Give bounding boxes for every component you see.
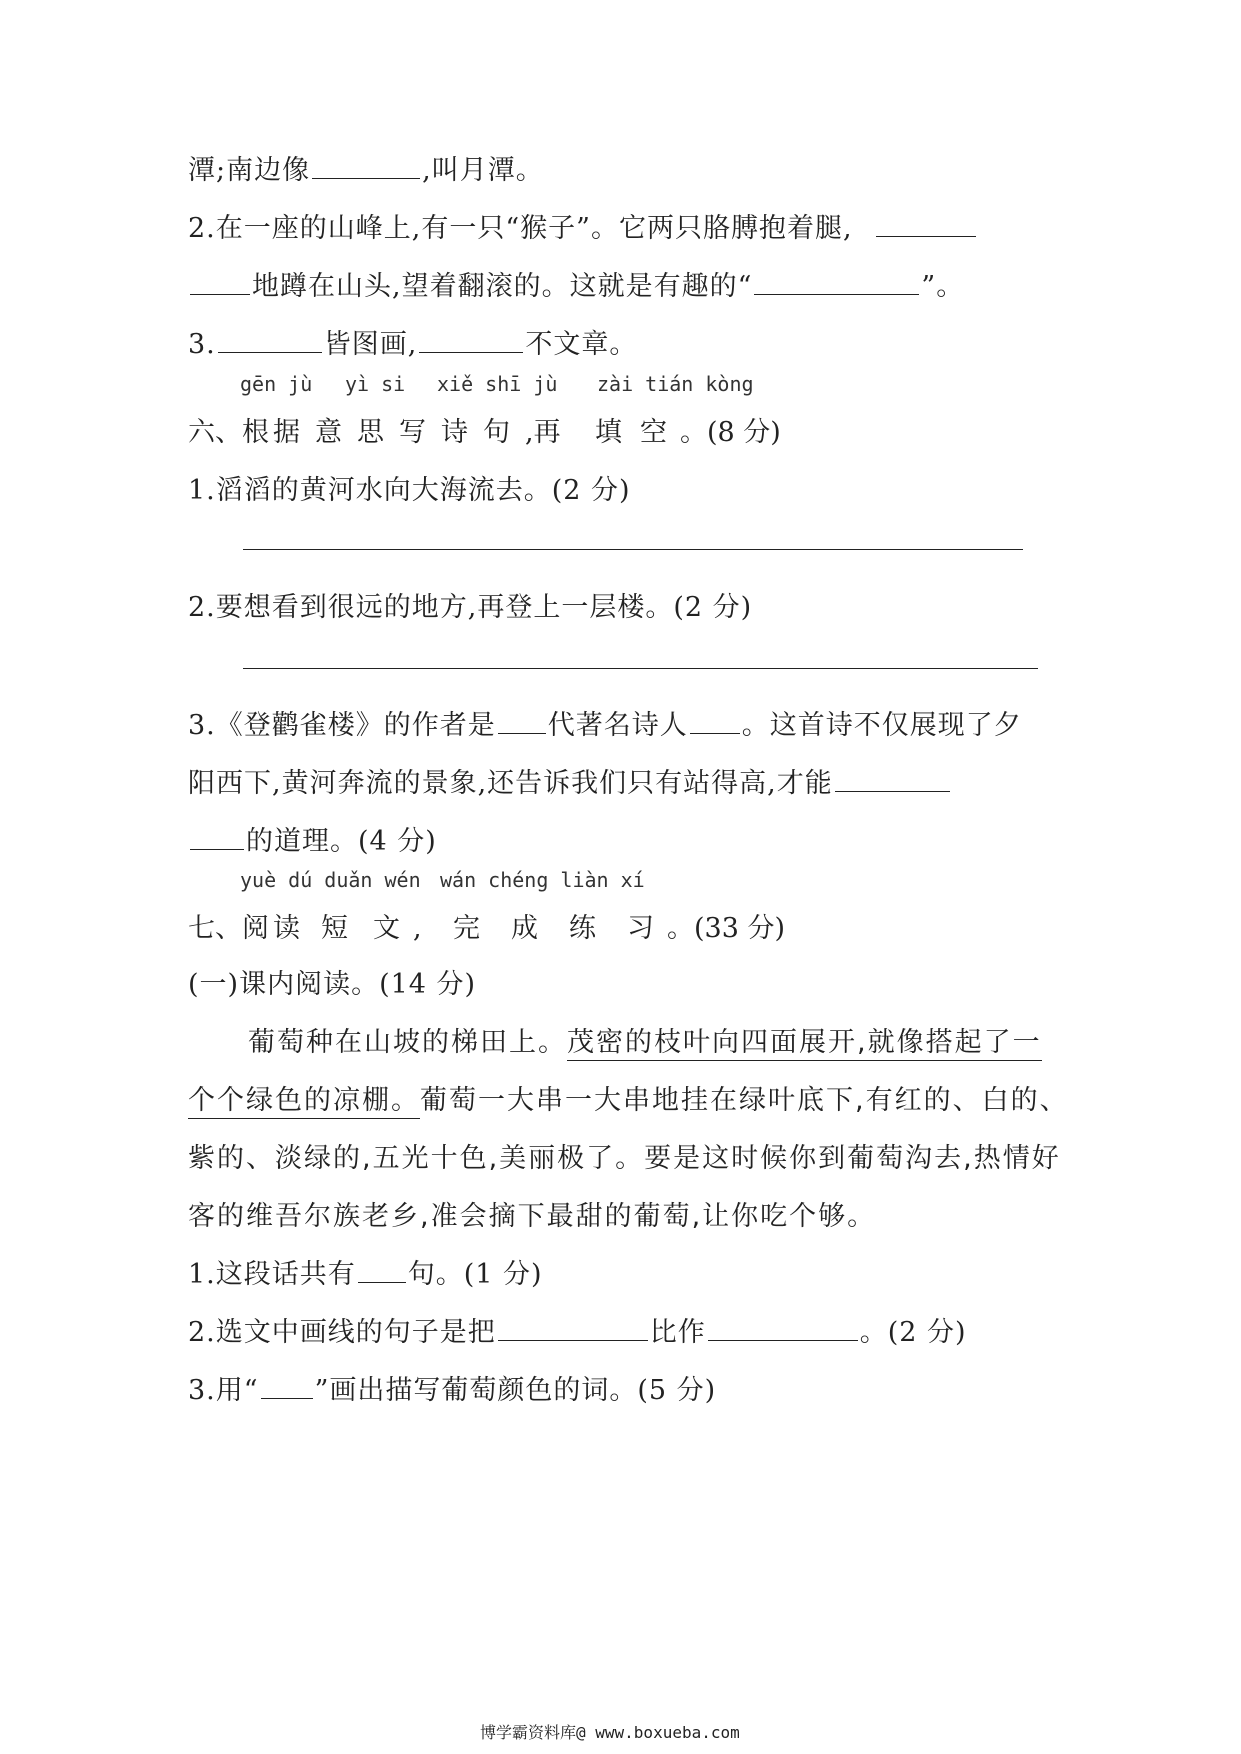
question-5-2-line2 (188, 264, 964, 303)
text: 2.在一座的山峰上,有一只“猴子”。它两只胳膊抱着腿, (188, 213, 853, 244)
heading-char: 短 (321, 913, 348, 944)
heading-char: 填 (595, 417, 622, 448)
heading-char: 习 (627, 913, 654, 944)
blank[interactable] (690, 709, 740, 734)
heading-char: 句 (483, 417, 510, 448)
pinyin: gēn jù (240, 372, 313, 396)
text: 葡萄种在山坡的梯田上。 (248, 1027, 567, 1058)
heading-char: 据 (273, 417, 300, 448)
text: 3. (188, 329, 216, 360)
section6-heading (188, 410, 781, 449)
pinyin: wán chéng liàn xí (440, 868, 645, 892)
underlined-sentence: 个个绿色的凉棚。 (188, 1085, 420, 1119)
text: 皆图画, (323, 329, 418, 360)
text: ”。 (921, 271, 965, 302)
question-6-2: 2.要想看到很远的地方,再登上一层楼。(2 分) (188, 592, 753, 623)
heading-char: ,再 (525, 417, 561, 448)
heading-char: 。(8 分) (680, 417, 781, 448)
section7-pinyin (240, 868, 645, 892)
text: 葡萄一大串一大串地挂在绿叶底下,有红的、白的、 (420, 1085, 1069, 1116)
sub-section-1: (一)课内阅读。(14 分) (188, 969, 477, 1000)
text: ,叫月潭。 (422, 155, 544, 186)
text: 2.选文中画线的句子是把 (188, 1317, 496, 1348)
blank[interactable] (419, 328, 523, 353)
section6-pinyin (240, 372, 754, 396)
heading-char: 写 (399, 417, 426, 448)
heading-char: 意 (315, 417, 342, 448)
heading-char: 思 (357, 417, 384, 448)
blank[interactable] (312, 154, 420, 179)
heading-char: 七、阅 (188, 913, 269, 944)
text: 句。(1 分) (407, 1259, 543, 1290)
question-7-1 (188, 1252, 543, 1291)
passage-line-2 (188, 1078, 1069, 1117)
heading-char: 空 (640, 417, 667, 448)
text: ”画出描写葡萄颜色的词。(5 分) (314, 1375, 717, 1406)
blank[interactable] (218, 328, 322, 353)
passage-line-3: 紫的、淡绿的,五光十色,美丽极了。要是这时候你到葡萄沟去,热情好 (188, 1143, 1061, 1174)
blank[interactable] (876, 212, 976, 237)
blank[interactable] (835, 767, 950, 792)
blank[interactable] (190, 825, 244, 850)
question-6-1: 1.滔滔的黄河水向大海流去。(2 分) (188, 475, 631, 506)
text: 3.《登鹳雀楼》的作者是 (188, 710, 496, 741)
blank[interactable] (190, 270, 250, 295)
text: 1.这段话共有 (188, 1259, 356, 1290)
answer-line[interactable] (243, 668, 1038, 669)
heading-char: 练 (569, 913, 596, 944)
footer-watermark: 博学霸资料库@ www.boxueba.com (480, 1723, 740, 1742)
heading-char: 文 (373, 913, 400, 944)
blank (261, 1374, 313, 1399)
pinyin: zài tián kòng (597, 372, 754, 396)
heading-char: 六、根 (188, 417, 269, 448)
question-5-2-line1 (188, 206, 978, 245)
fill-line-0 (188, 148, 544, 187)
underlined-sentence: 茂密的枝叶向四面展开,就像搭起了一 (567, 1027, 1042, 1061)
heading-char: 读 (273, 913, 300, 944)
passage-line-4: 客的维吾尔族老乡,准会摘下最甜的葡萄,让你吃个够。 (188, 1201, 877, 1232)
pinyin: yuè dú duǎn wén (240, 868, 421, 892)
passage-line-1 (248, 1020, 1042, 1059)
question-6-3-line2 (188, 761, 952, 800)
question-5-3 (188, 322, 637, 361)
pinyin: yì si (345, 372, 406, 396)
text: 不文章。 (525, 329, 638, 360)
text: 地蹲在山头,望着翻滚的。这就是有趣的“ (252, 271, 753, 302)
blank[interactable] (498, 1316, 648, 1341)
blank[interactable] (754, 270, 919, 295)
text: 。这首诗不仅展现了夕 (741, 710, 1022, 741)
section7-heading (188, 906, 785, 945)
question-7-2 (188, 1310, 967, 1349)
question-6-3-line3 (188, 819, 437, 858)
text: 3.用“ (188, 1375, 259, 1406)
heading-char: 完 (453, 913, 480, 944)
heading-char: 诗 (441, 417, 468, 448)
text: 潭;南边像 (188, 155, 311, 186)
heading-char: 成 (511, 913, 538, 944)
blank[interactable] (708, 1316, 858, 1341)
blank[interactable] (498, 709, 546, 734)
text: 比作 (649, 1317, 706, 1348)
heading-char: 。(33 分) (667, 913, 786, 944)
text: 代著名诗人 (547, 710, 688, 741)
text: 的道理。(4 分) (246, 826, 437, 857)
blank[interactable] (358, 1258, 406, 1283)
question-7-3 (188, 1368, 716, 1407)
pinyin: xiě shī jù (437, 372, 558, 396)
heading-char: , (413, 913, 422, 944)
text: 阳西下,黄河奔流的景象,还告诉我们只有站得高,才能 (188, 768, 833, 799)
answer-line[interactable] (243, 549, 1023, 550)
question-6-3-line1 (188, 703, 1022, 742)
text: 。(2 分) (859, 1317, 967, 1348)
